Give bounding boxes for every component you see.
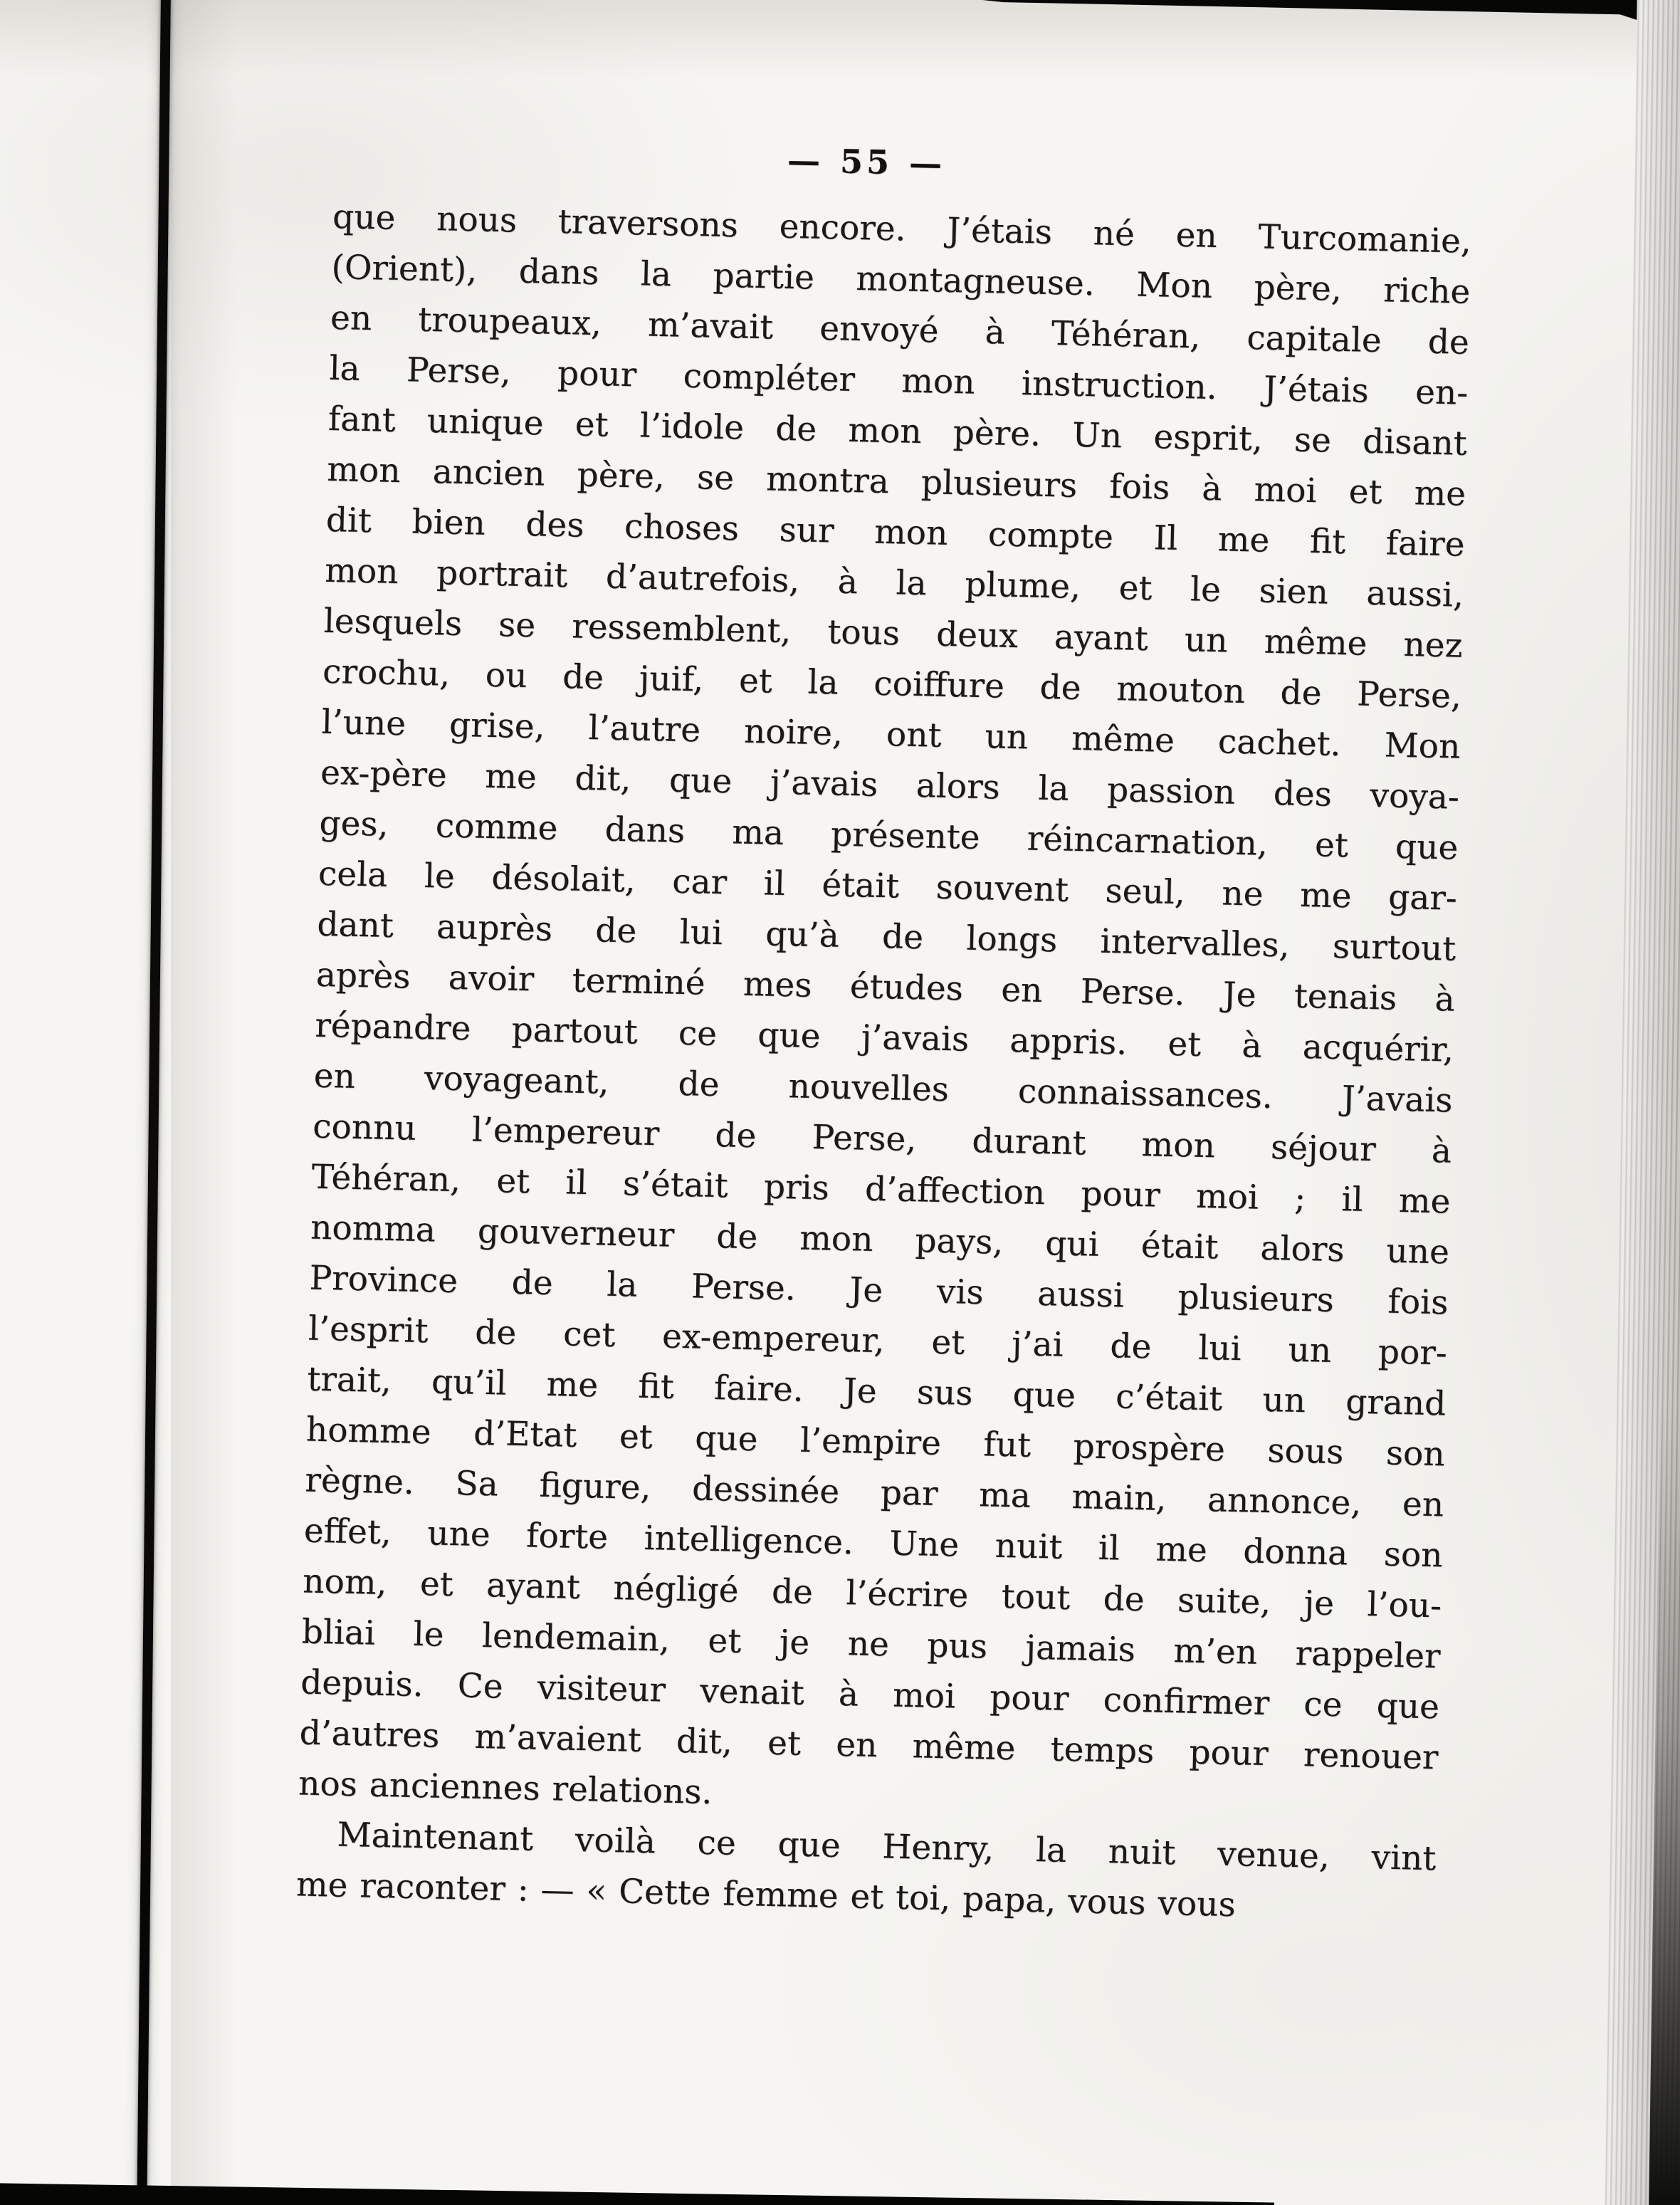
text-line: homme d’Etat et que l’empire fut prospère sous son bbox=[305, 1410, 1446, 1475]
text-line: Téhéran, et il s’était pris d’affection pour moi ; il me bbox=[311, 1157, 1451, 1222]
printed-text-block bbox=[295, 125, 1473, 1934]
text-line: depuis. Ce visiteur venait à moi pour confirmer ce que bbox=[300, 1662, 1440, 1727]
text-line: après avoir terminé mes études en Perse. Je tenais à bbox=[315, 955, 1456, 1020]
text-line: lesquels se ressemblent, tous deux ayant un même nez bbox=[323, 601, 1464, 666]
text-line: cela le désolait, car il était souvent seul, ne me gar- bbox=[317, 854, 1458, 918]
text-line: ex-père me dit, que j’avais alors la passion des voya- bbox=[320, 753, 1460, 817]
text-line: la Perse, pour compléter mon instruction. J’étais en- bbox=[328, 348, 1469, 413]
text-line-last: me raconter : — « Cette femme et toi, papa, vous vous bbox=[295, 1865, 1237, 1925]
text-line: crochu, ou de juif, et la coiffure de mouton de Perse, bbox=[322, 651, 1462, 716]
page-number: — 55 — bbox=[787, 140, 946, 183]
text-line: bliai le lendemain, et je ne pus jamais m’en rappeler bbox=[301, 1612, 1442, 1677]
text-line: que nous traversons encore. J’étais né en Turcomanie, bbox=[332, 197, 1472, 261]
text-line: dant auprès de lui qu’à de longs intervalles, surtout bbox=[316, 904, 1456, 969]
text-line-paragraph-start: Maintenant voilà ce que Henry, la nuit venue, vint bbox=[337, 1815, 1437, 1879]
text-line: fant unique et l’idole de mon père. Un esprit, se disant bbox=[327, 399, 1468, 463]
scan-top-shading bbox=[0, 0, 1680, 78]
text-line: en troupeaux, m’avait envoyé à Téhéran, capitale de bbox=[330, 298, 1470, 362]
text-line-paragraph-end: nos anciennes relations. bbox=[298, 1764, 713, 1813]
text-line: en voyageant, de nouvelles connaissances. J’avais bbox=[313, 1056, 1454, 1121]
text-line: effet, une forte intelligence. Une nuit il me donna son bbox=[303, 1511, 1444, 1576]
text-line: répandre partout ce que j’avais appris. et à acquérir, bbox=[314, 1005, 1454, 1070]
text-line: règne. Sa figure, dessinée par ma main, annonce, en bbox=[304, 1460, 1444, 1525]
text-line: trait, qu’il me fit faire. Je sus que c’était un grand bbox=[306, 1359, 1447, 1424]
text-line: ges, comme dans ma présente réincarnation, et que bbox=[319, 803, 1459, 868]
text-line: nom, et ayant négligé de l’écrire tout de suite, je l’ou- bbox=[302, 1561, 1442, 1626]
text-line: (Orient), dans la partie montagneuse. Mon père, riche bbox=[331, 247, 1471, 312]
text-line: l’une grise, l’autre noire, ont un même cachet. Mon bbox=[321, 702, 1461, 767]
text-line: l’esprit de cet ex-empereur, et j’ai de lui un por- bbox=[308, 1309, 1448, 1373]
text-line: mon portrait d’autrefois, à la plume, et le sien aussi, bbox=[324, 550, 1464, 615]
book-spine-crease bbox=[137, 0, 171, 2205]
text-line: dit bien des choses sur mon compte Il me fit faire bbox=[325, 500, 1466, 565]
text-line: connu l’empereur de Perse, durant mon séjour à bbox=[312, 1106, 1452, 1171]
text-line: d’autres m’avaient dit, et en même temps pour renouer bbox=[299, 1713, 1439, 1778]
text-line: Province de la Perse. Je vis aussi plusieurs fois bbox=[309, 1258, 1449, 1323]
book-gutter-shadow bbox=[171, 0, 249, 2205]
text-line: mon ancien père, se montra plusieurs fois à moi et me bbox=[326, 449, 1466, 514]
text-line: nomma gouverneur de mon pays, qui était alors une bbox=[310, 1208, 1450, 1272]
